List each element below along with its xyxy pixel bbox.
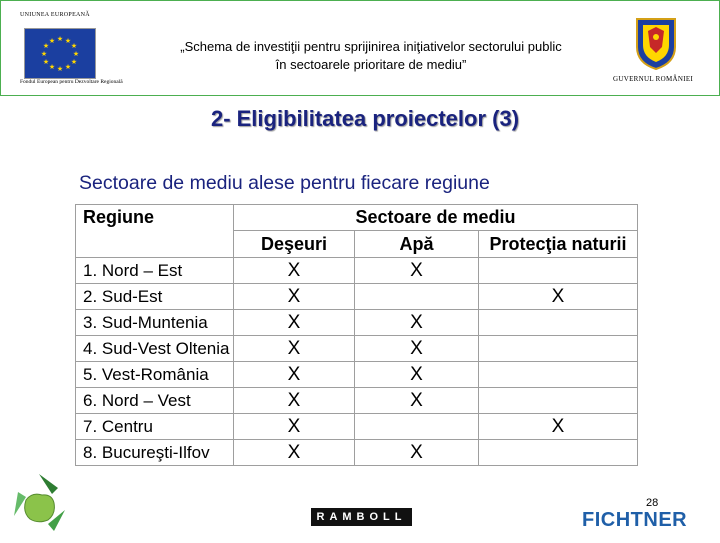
fichtner-logo: FICHTNER [582, 509, 688, 531]
water-mark: X [355, 258, 479, 284]
eligibility-table [75, 204, 638, 466]
waste-mark: X [234, 414, 355, 440]
nature-mark [479, 362, 638, 388]
water-mark: X [355, 388, 479, 414]
nature-mark [479, 258, 638, 284]
eu-flag-icon [24, 28, 96, 79]
romania-coat-of-arms-icon [633, 17, 679, 71]
eu-fund-label: Fondul European pentru Dezvoltare Regională [20, 79, 123, 85]
svg-text:★: ★ [64, 37, 72, 45]
waste-mark: X [234, 258, 355, 284]
svg-text:★: ★ [70, 58, 78, 66]
region-cell: 4. Sud-Vest Oltenia [76, 336, 234, 362]
page-number: 28 [646, 497, 659, 509]
table-row [76, 310, 638, 336]
svg-text:★: ★ [72, 50, 80, 58]
region-cell: 3. Sud-Muntenia [76, 310, 234, 336]
water-mark: X [355, 310, 479, 336]
region-cell: 1. Nord – Est [76, 258, 234, 284]
water-mark: X [355, 440, 479, 466]
column-header-water: Apă [355, 231, 479, 258]
project-title [131, 38, 611, 74]
nature-mark [479, 388, 638, 414]
table-row [76, 258, 638, 284]
svg-text:★: ★ [48, 63, 56, 71]
waste-mark: X [234, 388, 355, 414]
column-header-region: Regiune [76, 205, 234, 258]
table-row [76, 414, 638, 440]
ramboll-logo: RAMBOLL [311, 508, 412, 526]
region-cell: 5. Vest-România [76, 362, 234, 388]
svg-text:★: ★ [42, 58, 50, 66]
column-header-waste: Deşeuri [234, 231, 355, 258]
svg-text:★: ★ [70, 42, 78, 50]
water-mark [355, 284, 479, 310]
table-row [76, 388, 638, 414]
region-cell: 2. Sud-Est [76, 284, 234, 310]
svg-text:★: ★ [56, 65, 64, 73]
svg-text:★: ★ [40, 50, 48, 58]
water-mark: X [355, 336, 479, 362]
table-row [76, 284, 638, 310]
waste-mark: X [234, 362, 355, 388]
table-header-row [76, 205, 638, 231]
table-caption: Sectoare de mediu alese pentru fiecare regiune [79, 172, 490, 194]
svg-text:★: ★ [42, 42, 50, 50]
government-label: GUVERNUL ROMÂNIEI [613, 75, 694, 83]
column-header-sectors: Sectoare de mediu [234, 205, 638, 231]
nature-mark: X [479, 284, 638, 310]
region-cell: 8. Bucureşti-Ilfov [76, 440, 234, 466]
water-mark [355, 414, 479, 440]
svg-text:★: ★ [56, 35, 64, 43]
table-row [76, 362, 638, 388]
svg-text:★: ★ [48, 37, 56, 45]
table-row [76, 336, 638, 362]
waste-mark: X [234, 440, 355, 466]
slide-title: 2- Eligibilitatea proiectelor (3) [210, 106, 520, 131]
nature-mark: X [479, 414, 638, 440]
nature-mark [479, 440, 638, 466]
slide-header [0, 0, 720, 96]
waste-mark: X [234, 310, 355, 336]
table-row [76, 440, 638, 466]
project-title-line2: în sectoarele prioritare de mediu” [275, 57, 467, 72]
column-header-nature: Protecţia naturii [479, 231, 638, 258]
region-cell: 6. Nord – Vest [76, 388, 234, 414]
romania-recycle-logo-icon [8, 470, 70, 538]
waste-mark: X [234, 336, 355, 362]
water-mark: X [355, 362, 479, 388]
region-cell: 7. Centru [76, 414, 234, 440]
nature-mark [479, 310, 638, 336]
nature-mark [479, 336, 638, 362]
project-title-line1: „Schema de investiţii pentru sprijinirea iniţiativelor sectorului public [180, 39, 562, 54]
svg-text:★: ★ [64, 63, 72, 71]
waste-mark: X [234, 284, 355, 310]
eu-label: UNIUNEA EUROPEANĂ [20, 12, 90, 18]
